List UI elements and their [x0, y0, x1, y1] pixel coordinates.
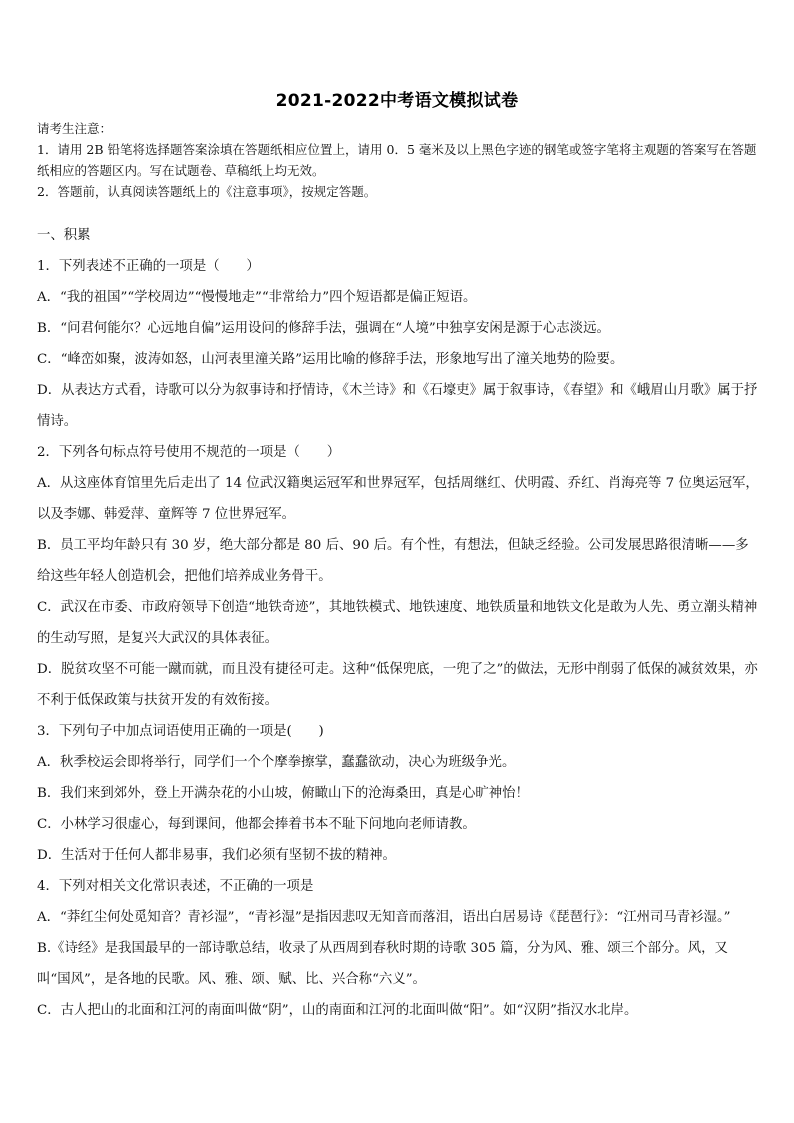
question-option: C．武汉在市委、市政府领导下创造“地铁奇迹”，其地铁模式、地铁速度、地铁质量和地铁文化是敢为人先、勇立潮头精神的生动写照，是复兴大武汉的具体表征。 — [37, 600, 758, 646]
question-option: D．从表达方式看，诗歌可以分为叙事诗和抒情诗，《木兰诗》和《石壕吏》属于叙事诗，《春望》和《峨眉山月歌》属于抒情诗。 — [37, 383, 758, 429]
question-option: A．“莽红尘何处觅知音？青衫湿”，“青衫湿”是指因悲叹无知音而落泪，语出白居易诗《琵琶行》：“江州司马青衫湿。” — [37, 910, 731, 925]
question-option: D．生活对于任何人都非易事，我们必须有坚韧不拔的精神。 — [37, 848, 396, 863]
question-option: B.《诗经》是我国最早的一部诗歌总结，收录了从西周到春秋时期的诗歌 305 篇，分为风、雅、颂三个部分。风，又叫“国风”，是各地的民歌。风、雅、颂、赋、比、兴合称“六义”。 — [37, 941, 728, 987]
section-accumulation — [37, 220, 759, 1026]
page-title: 2021-2022中考语文模拟试卷 — [275, 91, 519, 111]
section-heading: 一、积累 — [37, 228, 91, 243]
question-option: A．秋季校运会即将举行，同学们一个个摩拳擦掌，蠢蠢欲动，决心为班级争光。 — [37, 755, 516, 770]
question-option: A．“我的祖国”“学校周边”“慢慢地走”“非常给力”四个短语都是偏正短语。 — [37, 290, 477, 305]
question-option: B．“问君何能尔？心远地自偏”运用设问的修辞手法，强调在“人境”中独享安闲是源于心志淡远。 — [37, 321, 610, 336]
question-option: B．员工平均年龄只有 30 岁，绝大部分都是 80 后、90 后。有个性，有想法，但缺乏经验。公司发展思路很清晰——多给这些年轻人创造机会，把他们培养成业务骨干。 — [37, 538, 749, 584]
question-stem: 4．下列对相关文化常识表述，不正确的一项是 — [37, 879, 314, 894]
notice-item: 1．请用 2B 铅笔将选择题答案涂填在答题纸相应位置上，请用 0．5 毫米及以上黑色字迹的钢笔或签字笔将主观题的答案写在答题纸相应的答题区内。写在试题卷、草稿纸上均无效。 — [37, 142, 757, 178]
question-stem: 2．下列各句标点符号使用不规范的一项是（ ） — [37, 445, 341, 460]
notice-heading: 请考生注意： — [37, 121, 113, 136]
question-stem: 3．下列句子中加点词语使用正确的一项是( ) — [37, 724, 324, 739]
question-option: D．脱贫攻坚不可能一蹴而就，而且没有捷径可走。这种“低保兜底，一兜了之”的做法，无形中削弱了低保的减贫效果，亦不利于低保政策与扶贫开发的有效衔接。 — [37, 662, 758, 708]
question-option: A．从这座体育馆里先后走出了 14 位武汉籍奥运冠军和世界冠军，包括周继红、伏明霞、乔红、肖海亮等 7 位奥运冠军，以及李娜、韩爱萍、童辉等 7 位世界冠军。 — [37, 476, 759, 522]
notice-item: 2．答题前，认真阅读答题纸上的《注意事项》，按规定答题。 — [37, 184, 377, 199]
question-option: C．小林学习很虚心，每到课间，他都会捧着书本不耻下问地向老师请教。 — [37, 817, 476, 832]
notice-block — [37, 118, 759, 202]
question-option: C．“峰峦如聚，波涛如怒，山河表里潼关路”运用比喻的修辞手法，形象地写出了潼关地势的险要。 — [37, 352, 624, 367]
question-stem: 1．下列表述不正确的一项是（ ） — [37, 259, 260, 274]
question-option: C．古人把山的北面和江河的南面叫做“阴”，山的南面和江河的北面叫做“阳”。如“汉阴”指汉水北岸。 — [37, 1003, 638, 1018]
question-option: B．我们来到郊外，登上开满杂花的小山坡，俯瞰山下的沧海桑田，真是心旷神怡！ — [37, 786, 529, 801]
